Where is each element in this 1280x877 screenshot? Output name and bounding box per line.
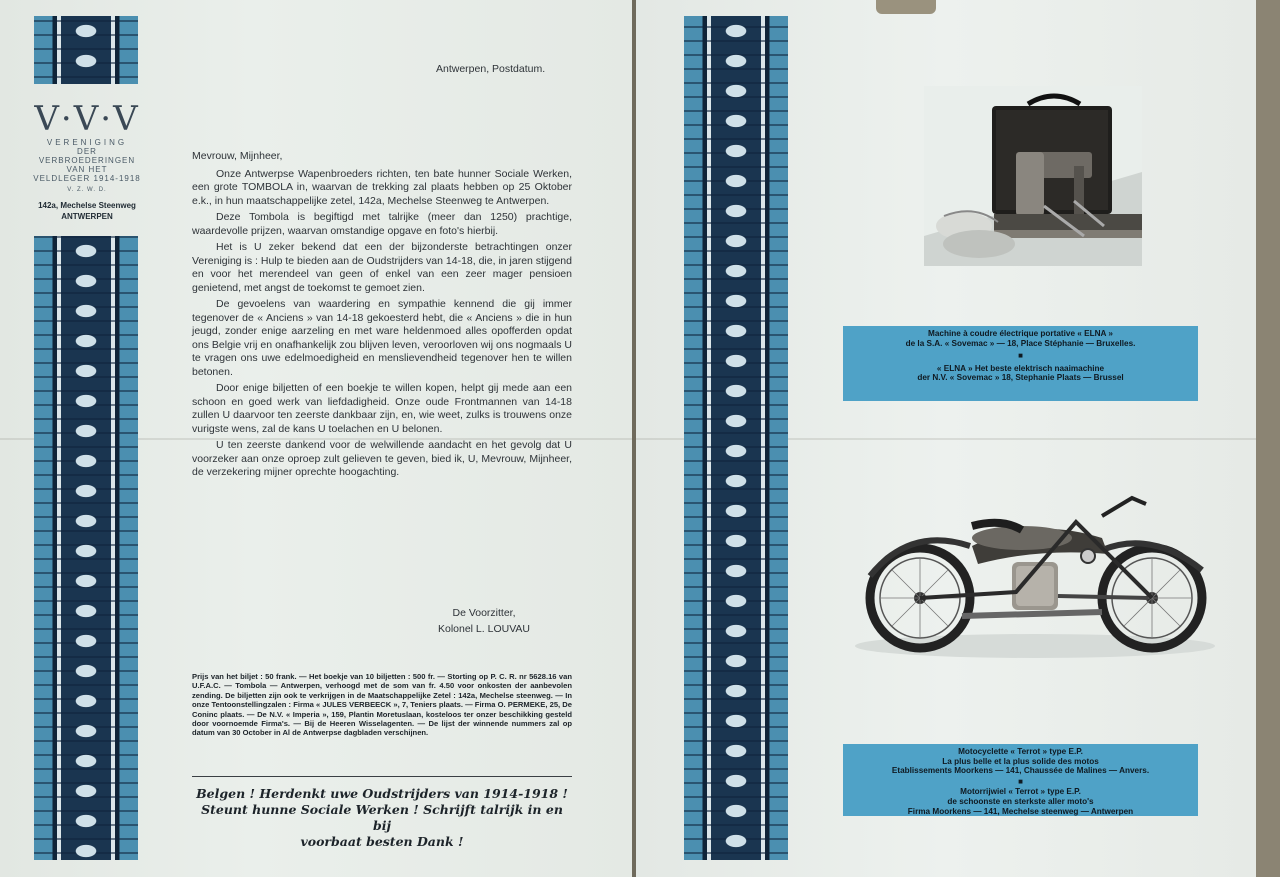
prize2-fr-line3: Etablissements Moorkens — 141, Chaussée de Malines — Anvers. <box>891 766 1150 776</box>
prize2-fr-line2: La plus belle et la plus solide des motos <box>942 756 1099 766</box>
letter-paragraph: Door enige biljetten of een boekje te willen kopen, helpt gij mede aan een schoon en goed werk van liefdadigheid. Onze oude Frontmannen van 14-18 zullen U daarvoor ten zeerste dankbaar zijn, en, wie weet, zulks is trouwens onze vurigste wens, zal de kans U toelachen en U belonen. <box>192 382 572 435</box>
ornament-band-center <box>684 16 788 860</box>
prize1-nl-line2: der N.V. « Sovemac » 18, Stephanie Plaats — Brussel <box>917 373 1124 383</box>
paper-clip <box>876 0 936 14</box>
org-city: ANTWERPEN <box>61 212 113 221</box>
org-street: 142a, Mechelse Steenweg <box>38 201 136 210</box>
prize1-fr-line1: Machine à coudre électrique portative « ELNA » <box>928 329 1113 338</box>
dateline: Antwerpen, Postdatum. <box>436 63 546 75</box>
org-line2: DER VERBROEDERINGEN VAN HET <box>38 147 136 174</box>
salutation: Mevrouw, Mijnheer, <box>192 150 283 162</box>
signature-name: Kolonel L. LOUVAU <box>437 623 531 635</box>
prize2-caption <box>843 744 1198 816</box>
letter-paragraph: Deze Tombola is begiftigd met talrijke (meer dan 1250) prachtige, waardevolle prijzen, waarvan omstandige opgave en foto's hierbij. <box>192 211 572 237</box>
prize2-nl-line3: Firma Moorkens — 141, Mechelse steenweg — Antwerpen <box>907 806 1134 816</box>
org-logo <box>32 100 142 221</box>
slogan-line2: Steunt hunne Sociale Werken ! Schrijft talrijk in en bij <box>201 802 563 833</box>
ornament-band-top <box>34 16 138 84</box>
prize2-nl-line2: de schoonste en sterkste aller moto's <box>947 796 1094 806</box>
ticket-info: Prijs van het biljet : 50 frank. — Het boekje van 10 biljetten : 500 fr. — Storting op P. C. R. nr 5628.16 van U.F.A.C. — Tombola — Antwerpen, verhoogd met de som van fr. 4.50 voor onkosten der aanbevolen zending. De biljetten zijn ook te verkrijgen in de Maatschappelijke Zetel : 142a, Mechelse steenweg. — In onze Tentoonstellingzalen : Firma « JULES VERBEECK », 7, Teniers plaats. — Firma O. PERMEKE, 25, De Coninc plaats. — De N.V. « Imperia », 159, Plantin Moretuslaan, kosteloos ter onzer beschikking gesteld door voornoemde Firma's. — Bij de Heeren Wisselagenten. — De lijst der winnende nummers zal op datum van 30 October in Al de Antwerpse dagbladen verschijnen. <box>192 672 572 738</box>
letter-body <box>192 150 572 483</box>
letter-paragraph: De gevoelens van waardering en sympathie kennend die gij immer tegenover de « Anciens » van 14-18 gekoesterd hebt, die « Anciens » die in hun jeugd, zonder enige aarzeling en met ware heldenmoed alles opofferden opdat ons Belgie vrij en onafhankelijk zou blijven leven, veroorloven wij ons nogmaals U te vragen ons uwe edelmoedigheid en menslievendheid tegenover hen te willen betonen. <box>192 298 572 378</box>
divider <box>192 776 572 777</box>
slogan <box>192 786 572 850</box>
letter-paragraph: Het is U zeker bekend dat een der bijzonderste betrachtingen onzer Vereniging is : Hulp te bieden aan de Oudstrijders van 14-18, die, in jaren stijgend en voor het merendeel van geen of enkel van een zeer mager pensioen genietend, met angst de toekomst te gemoet zien. <box>192 241 572 294</box>
org-type: V. Z. W. D. <box>67 187 107 193</box>
slogan-line3: voorbaat besten Dank ! <box>300 834 464 849</box>
org-line1: VERENIGING <box>46 138 128 147</box>
slogan-line1: Belgen ! Herdenkt uwe Oudstrijders van 1914-1918 ! <box>196 786 568 801</box>
prize2-separator: ■ <box>1018 776 1023 786</box>
letter-paragraph: Onze Antwerpse Wapenbroeders richten, ten bate hunner Sociale Werken, een grote TOMBOLA in, waarvan de trekking zal plaats hebben op 25 Oktober e.k., in hun maatschappelijke zetel, 142a, Mechelse Steenweg te Antwerpen. <box>192 167 572 207</box>
prize1-nl-line1: « ELNA » Het beste elektrisch naaimachine <box>936 363 1105 373</box>
prize1-separator: ■ <box>1018 351 1023 361</box>
prize2-nl-line1: Motorrijwiel « Terrot » type E.P. <box>960 787 1081 797</box>
ornament-band-left <box>34 236 138 860</box>
background-edge <box>1256 0 1280 877</box>
prize2-fr-line1: Motocyclette « Terrot » type E.P. <box>958 747 1083 756</box>
prize1-fr-line2: de la S.A. « Sovemac » — 18, Place Stéphanie — Bruxelles. <box>905 338 1136 348</box>
letter-paragraph: U ten zeerste dankend voor de welwillende aandacht en het gevolg dat U voorzeker aan onze oproep zult gelieven te geven, bied ik, U, Mevrouw, Mijnheer, de verzekering mijner oprechte hoogachting. <box>192 439 572 478</box>
prize1-caption <box>843 326 1198 401</box>
motorcycle-photo <box>852 486 1218 662</box>
logo-mark: V·V·V <box>34 99 140 139</box>
org-line3: VELDLEGER 1914-1918 <box>33 174 141 183</box>
signature-title: De Voorzitter, <box>452 607 516 619</box>
sewing-machine-photo <box>924 86 1142 266</box>
